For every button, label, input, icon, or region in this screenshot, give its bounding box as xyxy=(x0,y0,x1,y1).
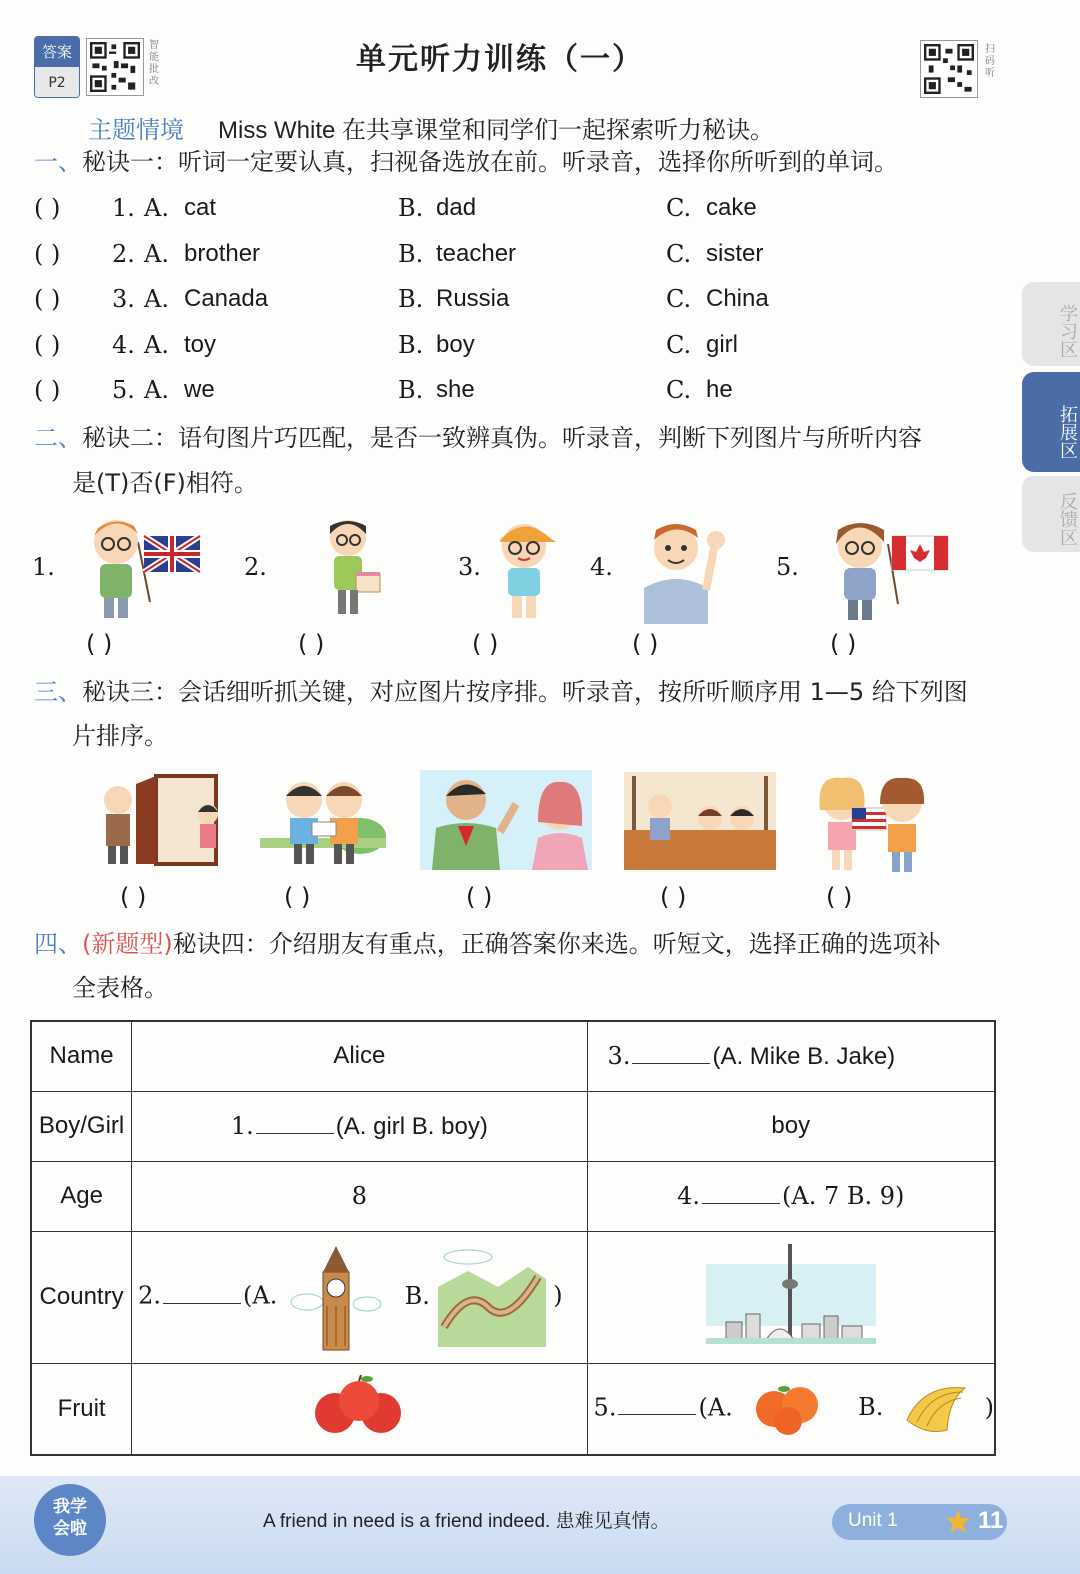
blank-number: 1. xyxy=(230,1111,254,1140)
girls-with-us-flag-picture xyxy=(806,770,930,874)
option-a-text: cat xyxy=(184,194,217,221)
row-header-country: Country xyxy=(31,1231,132,1363)
cell-country-picture xyxy=(587,1231,995,1363)
girl-with-canada-flag-picture xyxy=(828,514,954,624)
blank-number: 2. xyxy=(138,1281,162,1310)
answer-parentheses[interactable]: ( ) xyxy=(86,630,113,658)
unit-indicator xyxy=(832,1504,1007,1540)
section-3-heading-line2: 片排序。 xyxy=(72,722,168,750)
cell-fruit-choice xyxy=(587,1363,995,1455)
section-instruction: 秘诀二：语句图片巧匹配，是否一致辨真伪。听录音，判断下列图片与所听内容 xyxy=(82,424,922,452)
option-b-label: B. xyxy=(398,330,424,359)
answer-page-ref: P2 xyxy=(35,67,79,98)
answer-parentheses[interactable]: ( ) xyxy=(34,194,61,222)
option-a-text: Canada xyxy=(184,285,269,312)
question-number: 2. xyxy=(112,239,135,268)
option-b-label: B. xyxy=(404,1281,430,1310)
options-text: (A. Mike B. Jake) xyxy=(712,1042,896,1070)
item-number: 4. xyxy=(590,553,613,581)
answer-parentheses[interactable]: ( ) xyxy=(298,630,325,658)
tab-feedback-area[interactable]: 反馈区 xyxy=(1022,476,1080,552)
qr-icon xyxy=(924,44,974,94)
answer-badge-label: 答案 xyxy=(35,37,79,67)
answer-parentheses[interactable]: ( ) xyxy=(120,883,147,911)
question-row xyxy=(0,331,1000,371)
table-row xyxy=(31,1231,995,1363)
option-b-label: B. xyxy=(858,1393,884,1422)
option-a-text: brother xyxy=(184,239,261,267)
section-2-heading-line2: 是(T)否(F)相符。 xyxy=(72,469,258,497)
answer-parentheses[interactable]: ( ) xyxy=(826,883,853,911)
cell-name-choice xyxy=(587,1021,995,1091)
question-number: 1. xyxy=(112,194,135,222)
option-c-text: China xyxy=(706,285,769,312)
option-close: ) xyxy=(984,1393,994,1422)
option-a-label: (A. xyxy=(243,1281,278,1310)
section-number: 二、 xyxy=(34,424,82,452)
option-a-label: A. xyxy=(144,376,169,404)
answer-blank[interactable] xyxy=(618,1393,696,1415)
cell-age-choice xyxy=(587,1161,995,1231)
option-b-label: B. xyxy=(398,376,424,404)
answer-blank[interactable] xyxy=(163,1282,241,1304)
section-3-heading xyxy=(34,670,968,714)
tab-extension-area[interactable]: 拓展区 xyxy=(1022,372,1080,472)
option-c-label: C. xyxy=(666,194,692,222)
answer-parentheses[interactable]: ( ) xyxy=(284,883,311,911)
option-c-label: C. xyxy=(666,239,692,268)
man-waving-picture xyxy=(640,516,730,624)
question-number: 4. xyxy=(112,330,135,359)
answer-parentheses[interactable]: ( ) xyxy=(660,883,687,911)
table-row xyxy=(31,1363,995,1455)
item-number: 5. xyxy=(776,553,799,581)
table-row xyxy=(31,1021,995,1091)
option-b-text: dad xyxy=(436,194,477,221)
blank-number: 5. xyxy=(593,1393,617,1422)
option-a-label: A. xyxy=(144,330,169,359)
bananas-picture xyxy=(903,1380,977,1438)
option-close: ) xyxy=(553,1281,563,1310)
footer-proverb: A friend in need is a friend indeed. 患难见真情。 xyxy=(263,1511,670,1532)
option-a-text: we xyxy=(184,376,215,403)
unit-label: Unit 1 xyxy=(848,1510,898,1531)
section-instruction: 秘诀三：会话细听抓关键，对应图片按序排。听录音，按所听顺序用 1—5 给下列图 xyxy=(82,678,968,706)
apples-picture xyxy=(309,1375,409,1437)
cn-tower-city-picture xyxy=(706,1244,876,1344)
section-4-heading-line2: 全表格。 xyxy=(72,974,168,1002)
girl-with-cap-picture xyxy=(488,514,560,622)
option-c-label: C. xyxy=(666,330,692,359)
section-instruction: 秘诀四：介绍朋友有重点，正确答案你来选。听短文，选择正确的选项补 xyxy=(172,930,941,958)
section-1-heading xyxy=(34,140,898,184)
star-mascot-icon xyxy=(944,1508,972,1536)
great-wall-picture xyxy=(438,1247,546,1347)
answer-parentheses[interactable]: ( ) xyxy=(34,239,61,268)
option-b-label: B. xyxy=(398,285,424,313)
page-title: 单元听力训练（一） xyxy=(356,42,644,77)
tab-learning-area[interactable]: 学习区 xyxy=(1022,282,1080,366)
option-c-text: cake xyxy=(706,194,757,221)
oranges-picture xyxy=(754,1381,820,1437)
option-a-text: toy xyxy=(184,330,217,358)
section-4-heading xyxy=(34,922,941,966)
cell-country-choice xyxy=(132,1231,587,1363)
question-row xyxy=(0,240,1000,280)
question-row xyxy=(0,285,1000,325)
two-boys-sharing-picture xyxy=(260,776,386,868)
new-question-type-tag: (新题型) xyxy=(82,930,173,958)
answer-parentheses[interactable]: ( ) xyxy=(632,630,659,658)
option-b-text: Russia xyxy=(436,285,510,312)
item-number: 2. xyxy=(244,553,267,581)
question-number: 3. xyxy=(112,285,135,313)
option-b-text: she xyxy=(436,376,475,403)
option-c-text: he xyxy=(706,376,733,403)
answer-blank[interactable] xyxy=(632,1042,710,1064)
section-number: 四、 xyxy=(34,930,82,958)
row-header-gender: Boy/Girl xyxy=(31,1091,132,1161)
row-header-age: Age xyxy=(31,1161,132,1231)
item-number: 3. xyxy=(458,553,481,581)
cell-age: 8 xyxy=(132,1161,587,1231)
option-a-label: (A. xyxy=(698,1393,733,1422)
option-b-text: boy xyxy=(436,330,475,358)
answer-parentheses[interactable]: ( ) xyxy=(34,285,61,313)
answer-parentheses[interactable]: ( ) xyxy=(466,883,493,911)
section-2-heading xyxy=(34,416,922,460)
girl-with-cake-picture xyxy=(318,516,388,621)
cell-alice: Alice xyxy=(132,1021,587,1091)
option-c-text: sister xyxy=(706,239,764,267)
option-b-label: B. xyxy=(398,194,424,222)
blank-number: 4. xyxy=(677,1182,701,1210)
option-a-label: A. xyxy=(144,194,169,222)
option-c-label: C. xyxy=(666,285,692,313)
footer-logo: 我学会啦 xyxy=(34,1484,106,1556)
answer-blank[interactable] xyxy=(256,1112,334,1134)
family-in-car-picture xyxy=(624,772,776,870)
table-row xyxy=(31,1161,995,1231)
option-c-text: girl xyxy=(706,330,739,358)
cell-boy: boy xyxy=(587,1091,995,1161)
answer-parentheses[interactable]: ( ) xyxy=(472,630,499,658)
section-instruction: 秘诀一：听词一定要认真，扫视备选放在前。听录音，选择你所听到的单词。 xyxy=(82,148,898,176)
answer-parentheses[interactable]: ( ) xyxy=(34,330,61,359)
question-row xyxy=(0,376,1000,416)
cell-fruit-picture xyxy=(132,1363,587,1455)
page-number: 11 xyxy=(978,1507,1004,1534)
qr-code-listen[interactable] xyxy=(920,40,978,98)
option-a-label: A. xyxy=(144,239,169,268)
option-b-text: teacher xyxy=(436,239,517,267)
answer-parentheses[interactable]: ( ) xyxy=(34,376,61,404)
theme-text: Miss White 在共享课堂和同学们一起探索听力秘诀。 xyxy=(218,117,775,144)
section-number: 一、 xyxy=(34,148,82,176)
big-ben-picture xyxy=(285,1242,385,1352)
row-header-name: Name xyxy=(31,1021,132,1091)
theme-label: 主题情境 xyxy=(88,116,184,144)
item-number: 1. xyxy=(32,553,55,581)
question-row xyxy=(0,194,1000,234)
options-text: (A. 7 B. 9) xyxy=(782,1182,905,1210)
boy-with-uk-flag-picture xyxy=(86,512,206,622)
section-number: 三、 xyxy=(34,678,82,706)
row-header-fruit: Fruit xyxy=(31,1363,132,1455)
option-c-label: C. xyxy=(666,376,692,404)
question-number: 5. xyxy=(112,376,135,404)
option-a-label: A. xyxy=(144,285,169,313)
cell-gender-choice xyxy=(132,1091,587,1161)
table-row xyxy=(31,1091,995,1161)
options-text: (A. girl B. boy) xyxy=(335,1112,488,1140)
answer-blank[interactable] xyxy=(702,1182,780,1204)
option-b-label: B. xyxy=(398,239,424,268)
answer-parentheses[interactable]: ( ) xyxy=(830,630,857,658)
qr-right-caption: 扫码听 xyxy=(985,44,995,79)
blank-number: 3. xyxy=(607,1041,631,1070)
boy-waving-to-woman-picture xyxy=(420,770,592,870)
friend-info-table xyxy=(30,1020,996,1456)
qr-left-caption: 智能批改 xyxy=(149,40,159,87)
grandpa-at-door-picture xyxy=(96,770,236,870)
